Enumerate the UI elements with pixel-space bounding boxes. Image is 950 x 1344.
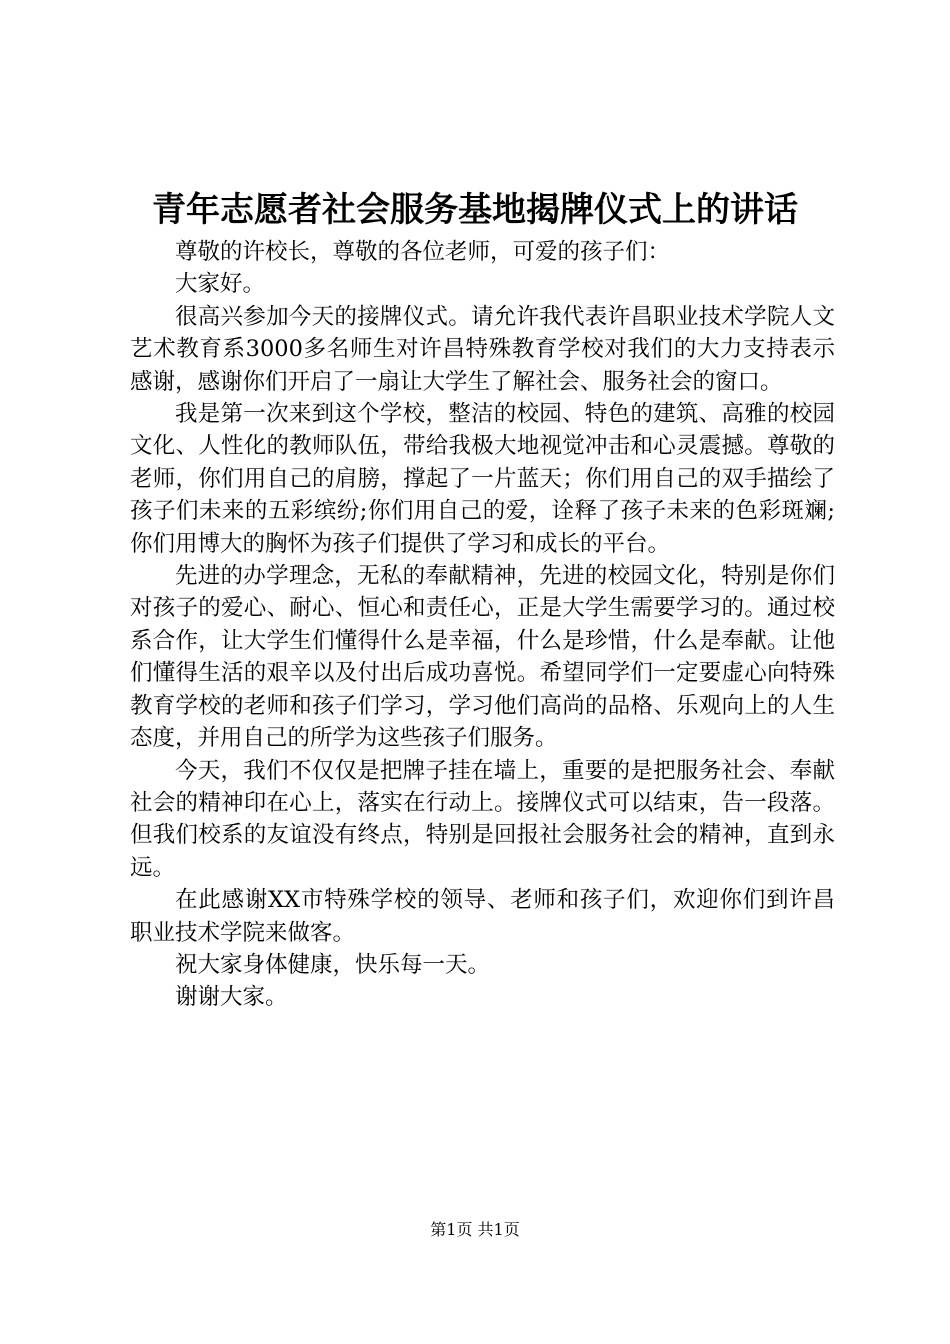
greeting-paragraph: 大家好。 <box>175 271 266 298</box>
page-number: 第1页 共1页 <box>430 1220 520 1239</box>
body-paragraph: 今天，我们不仅仅是把牌子挂在墙上，重要的是把服务社会、奉献社会的精神印在心上，落实在行动上。接牌仪式可以结束，告一段落。但我们校系的友谊没有终点，特别是回报社会服务社会的精神，直到永远。 <box>130 757 835 881</box>
body-paragraph: 我是第一次来到这个学校，整洁的校园、特色的建筑、高雅的校园文化、人性化的教师队伍，带给我极大地视觉冲击和心灵震撼。尊敬的老师，你们用自己的肩膀，撑起了一片蓝天；你们用自己的双手描绘了孩子们未来的五彩缤纷;你们用自己的爱，诠释了孩子未来的色彩斑斓;你们用博大的胸怀为孩子们提供了学习和成长的平台。 <box>130 401 835 557</box>
body-paragraph: 在此感谢XX市特殊学校的领导、老师和孩子们，欢迎你们到许昌职业技术学院来做客。 <box>130 887 835 946</box>
page-footer <box>0 1218 950 1242</box>
body-paragraph: 先进的办学理念，无私的奉献精神，先进的校园文化，特别是你们对孩子的爱心、耐心、恒心和责任心，正是大学生需要学习的。通过校系合作，让大学生们懂得什么是幸福，什么是珍惜，什么是奉献。让他们懂得生活的艰辛以及付出后成功喜悦。希望同学们一定要虚心向特殊教育学校的老师和孩子们学习，学习他们高尚的品格、乐观向上的人生态度，并用自己的所学为这些孩子们服务。 <box>130 563 835 752</box>
closing-paragraph: 祝大家身体健康，快乐每一天。 <box>175 951 491 978</box>
document-body <box>130 236 835 1014</box>
body-paragraph: 很高兴参加今天的接牌仪式。请允许我代表许昌职业技术学院人文艺术教育系3000多名师生对许昌特殊教育学校对我们的大力支持表示感谢，感谢你们开启了一扇让大学生了解社会、服务社会的窗口。 <box>130 303 835 395</box>
closing-paragraph: 谢谢大家。 <box>175 984 288 1011</box>
document-title: 青年志愿者社会服务基地揭牌仪式上的讲话 <box>152 190 798 230</box>
salutation-paragraph: 尊敬的许校长，尊敬的各位老师，可爱的孩子们： <box>175 239 671 265</box>
